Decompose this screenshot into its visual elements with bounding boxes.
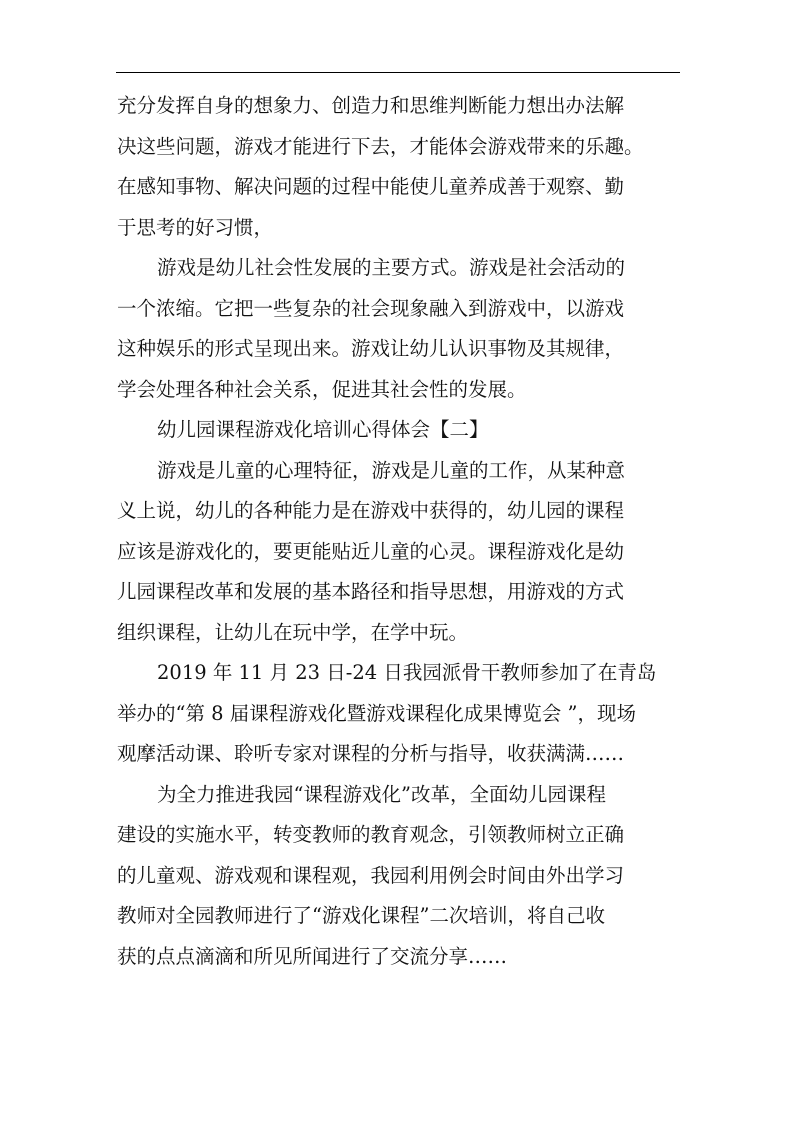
text-line: 义上说，幼儿的各种能力是在游戏中获得的，幼儿园的课程 (117, 499, 625, 522)
header-rule (116, 72, 680, 73)
text-line: 于思考的好习惯， (117, 215, 274, 239)
text-line: 学会处理各种社会关系，促进其社会性的发展。 (117, 377, 527, 401)
text-line: 应该是游戏化的，要更能贴近儿童的心灵。课程游戏化是幼 (117, 539, 625, 563)
text-line: 获的点点滴滴和所见所闻进行了交流分享…… (117, 944, 508, 968)
text-line: 这种娱乐的形式呈现出来。游戏让幼儿认识事物及其规律， (117, 337, 625, 360)
text-line: 2019 年 11 月 23 日-24 日我园派骨干教师参加了在青岛 (157, 661, 657, 684)
text-line: 教师对全园教师进行了“游戏化课程”二次培训，将自己收 (117, 904, 605, 927)
text-line: 游戏是儿童的心理特征，游戏是儿童的工作，从某种意 (157, 458, 626, 482)
text-line: 儿园课程改革和发展的基本路径和指导思想，用游戏的方式 (117, 580, 625, 603)
text-line: 观摩活动课、聆听专家对课程的分析与指导，收获满满…… (117, 742, 625, 765)
text-line: 举办的“第 8 届课程游戏化暨游戏课程化成果博览会 ”，现场 (117, 701, 636, 725)
text-line: 游戏是幼儿社会性发展的主要方式。游戏是社会活动的 (157, 256, 626, 279)
text-line: 一个浓缩。它把一些复杂的社会现象融入到游戏中，以游戏 (117, 296, 625, 320)
text-line: 建设的实施水平，转变教师的教育观念，引领教师树立正确 (117, 823, 625, 846)
text-line: 幼儿园课程游戏化培训心得体会【二】 (157, 418, 489, 441)
text-line: 在感知事物、解决问题的过程中能使儿童养成善于观察、勤 (117, 175, 625, 198)
document-body (117, 86, 682, 977)
text-line: 的儿童观、游戏观和课程观，我园利用例会时间由外出学习 (117, 863, 625, 887)
text-line: 充分发挥自身的想象力、创造力和思维判断能力想出办法解 (117, 94, 625, 117)
text-line: 组织课程，让幼儿在玩中学，在学中玩。 (117, 620, 469, 644)
text-line: 为全力推进我园“课程游戏化”改革，全面幼儿园课程 (157, 782, 606, 806)
text-line: 决这些问题，游戏才能进行下去，才能体会游戏带来的乐趣。 (117, 134, 644, 158)
